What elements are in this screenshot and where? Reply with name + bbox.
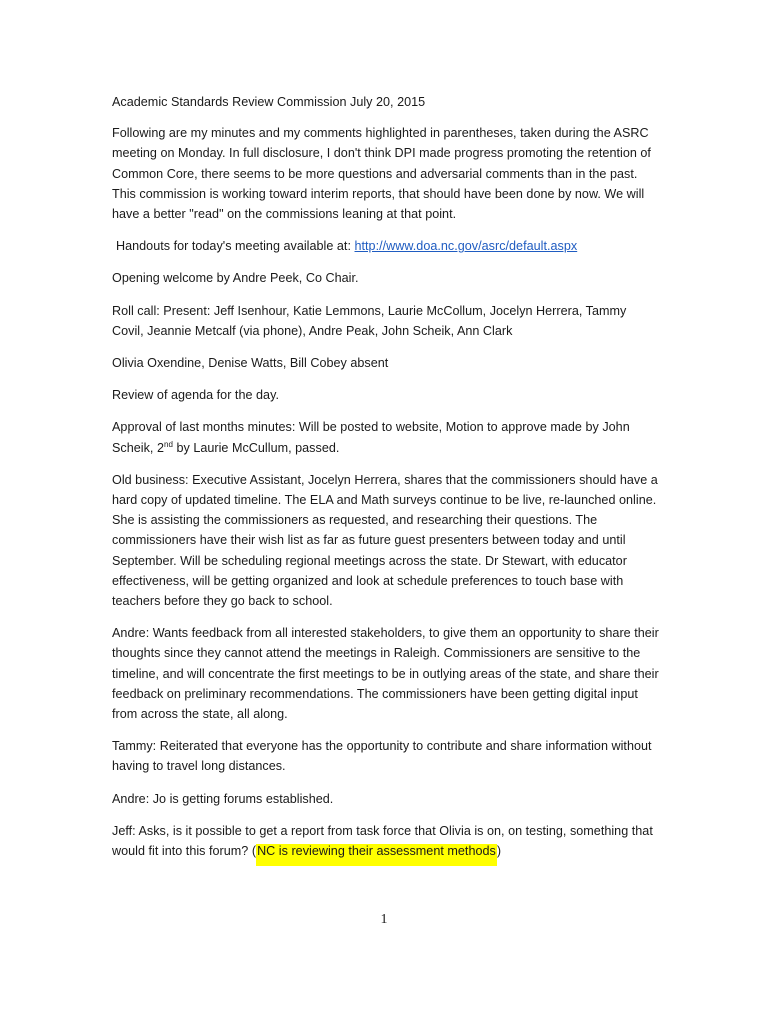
highlighted-comment: NC is reviewing their assessment methods — [256, 844, 497, 866]
opening-paragraph: Opening welcome by Andre Peek, Co Chair. — [112, 271, 359, 286]
handouts-paragraph — [112, 236, 660, 256]
handouts-label: Handouts for today's meeting available at: — [116, 239, 355, 254]
andre-forums-paragraph: Andre: Jo is getting forums established. — [112, 791, 334, 806]
andre-paragraph: Andre: Wants feedback from all interested stakeholders, to give them an opportunity to share their thoughts since they cannot attend the meetings in Raleigh. Commissioners are sensitive to the timeline, and will concentrate the first meetings to be in outlying areas of the state, and share their feedback on preliminary recommendations. The commissioners have been getting digital input from across the state, all along. — [112, 626, 659, 722]
roll-call-paragraph: Roll call: Present: Jeff Isenhour, Katie Lemmons, Laurie McCollum, Jocelyn Herrera, Tammy Covil, Jeannie Metcalf (via phone), Andre Peak, John Scheik, Ann Clark — [112, 303, 627, 338]
page-number: 1 — [380, 912, 388, 927]
approval-text: Approval of last months minutes: Will be posted to website, Motion to approve made by John Scheik, 2 — [112, 420, 630, 455]
jeff-text-end: ) — [496, 844, 502, 859]
ordinal-superscript: nd — [163, 439, 173, 449]
jeff-text: Jeff: Asks, is it possible to get a report from task force that Olivia is on, on testing, something that would fit into this forum? ( — [112, 823, 653, 859]
agenda-paragraph: Review of agenda for the day. — [112, 388, 279, 403]
document-title: Academic Standards Review Commission July 20, 2015 — [112, 95, 426, 109]
intro-paragraph: Following are my minutes and my comments highlighted in parentheses, taken during the ASRC meeting on Monday. In full disclosure, I don't think DPI made progress promoting the retention of Common Core, there seems to be more questions and adversarial comments than in the past. This commission is working toward interim reports, that should have been done by now. We will have a better "read" on the commissions leaning at that point. — [112, 126, 651, 222]
old-business-paragraph: Old business: Executive Assistant, Jocelyn Herrera, shares that the commissioners should have a hard copy of updated timeline. The ELA and Math surveys continue to be live, re-launched online. She is assisting the commissioners as requested, and researching their questions. The commissioners have their wish list as far as future guest presenters between today and until September. Will be scheduling regional meetings across the state. Dr Stewart, with educator effectiveness, will be getting organized and look at schedule preferences to touch base with teachers before they go back to school. — [112, 472, 658, 609]
absent-paragraph: Olivia Oxendine, Denise Watts, Bill Cobey absent — [112, 356, 389, 371]
approval-paragraph — [112, 417, 660, 457]
jeff-paragraph — [112, 821, 660, 861]
handouts-link[interactable]: http://www.doa.nc.gov/asrc/default.aspx — [354, 239, 578, 254]
approval-text-end: by Laurie McCullum, passed. — [172, 440, 340, 455]
tammy-paragraph: Tammy: Reiterated that everyone has the opportunity to contribute and share information without having to travel long distances. — [112, 739, 652, 774]
